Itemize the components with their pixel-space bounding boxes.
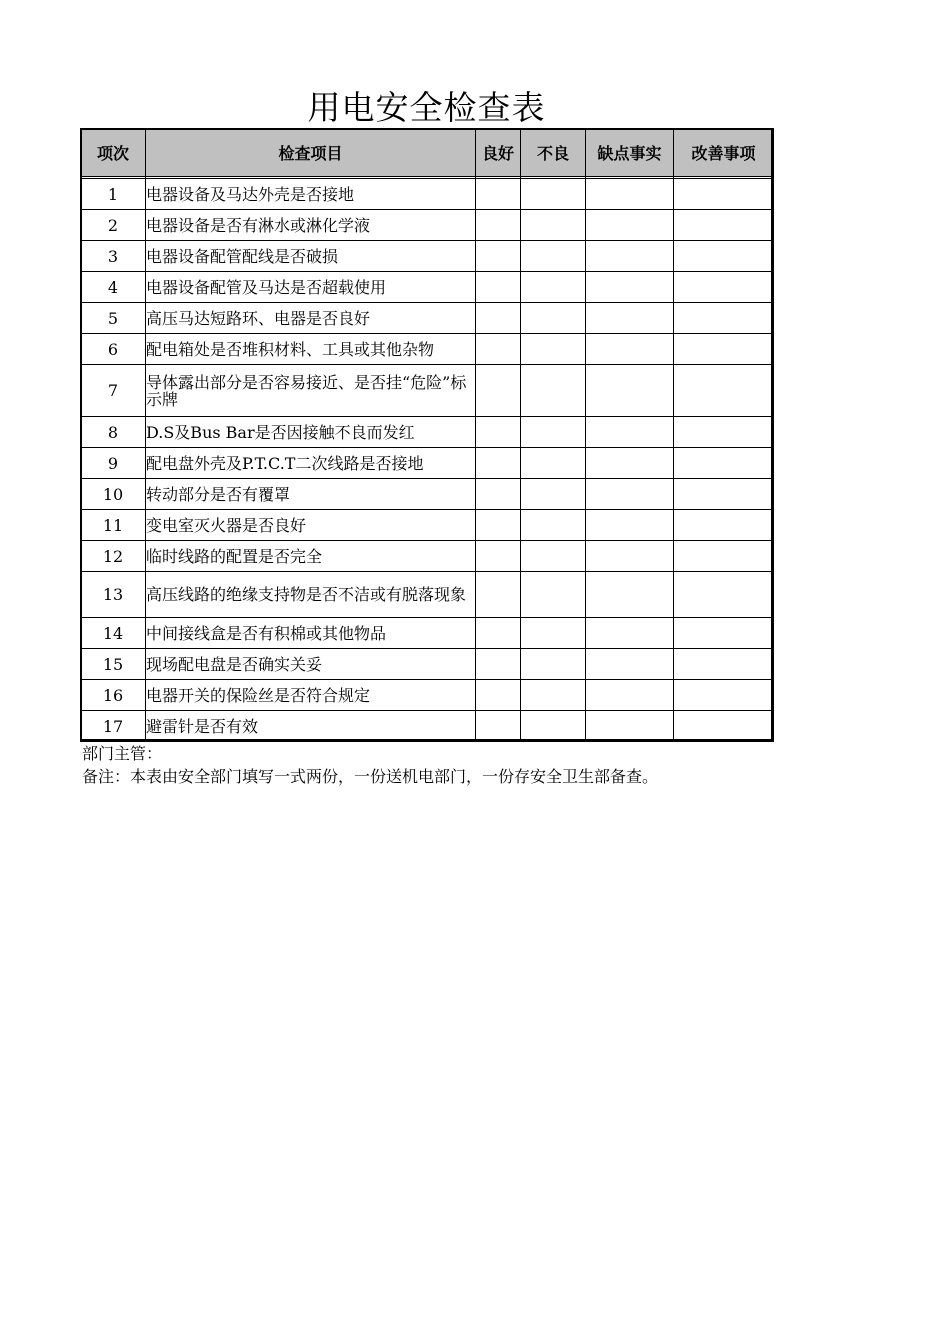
bad-cell[interactable] — [521, 365, 586, 417]
improve-cell[interactable] — [674, 649, 774, 680]
good-cell[interactable] — [476, 334, 521, 365]
table-row — [81, 618, 774, 649]
good-cell[interactable] — [476, 365, 521, 417]
bad-cell[interactable] — [521, 541, 586, 572]
check-item: 转动部分是否有覆罩 — [146, 479, 476, 510]
table-row — [81, 510, 774, 541]
bad-cell[interactable] — [521, 210, 586, 241]
good-cell[interactable] — [476, 649, 521, 680]
improve-cell[interactable] — [674, 680, 774, 711]
table-row — [81, 649, 774, 680]
check-item: 电器设备是否有淋水或淋化学液 — [146, 210, 476, 241]
check-item: 中间接线盒是否有积棉或其他物品 — [146, 618, 476, 649]
good-cell[interactable] — [476, 711, 521, 742]
good-cell[interactable] — [476, 179, 521, 210]
defect-cell[interactable] — [586, 272, 674, 303]
inspection-table — [80, 128, 774, 742]
defect-cell[interactable] — [586, 210, 674, 241]
good-cell[interactable] — [476, 479, 521, 510]
good-cell[interactable] — [476, 448, 521, 479]
table-row — [81, 303, 774, 334]
row-number: 2 — [81, 210, 146, 241]
row-number: 16 — [81, 680, 146, 711]
good-cell[interactable] — [476, 272, 521, 303]
bad-cell[interactable] — [521, 572, 586, 618]
header-bad: 不良 — [521, 129, 586, 177]
good-cell[interactable] — [476, 241, 521, 272]
row-number: 8 — [81, 417, 146, 448]
table-body — [81, 179, 774, 742]
row-number: 4 — [81, 272, 146, 303]
row-number: 17 — [81, 711, 146, 742]
good-cell[interactable] — [476, 303, 521, 334]
footer-note: 备注：本表由安全部门填写一式两份，一份送机电部门，一份存安全卫生部备查。 — [82, 767, 659, 786]
check-item: 高压线路的绝缘支持物是否不洁或有脱落现象 — [146, 572, 476, 618]
check-item: D.S及Bus Bar是否因接触不良而发红 — [146, 417, 476, 448]
bad-cell[interactable] — [521, 417, 586, 448]
row-number: 7 — [81, 365, 146, 417]
defect-cell[interactable] — [586, 618, 674, 649]
improve-cell[interactable] — [674, 417, 774, 448]
check-item: 导体露出部分是否容易接近、是否挂“危险”标示牌 — [146, 365, 476, 417]
table-row — [81, 210, 774, 241]
check-item: 电器设备配管配线是否破损 — [146, 241, 476, 272]
bad-cell[interactable] — [521, 448, 586, 479]
header-good: 良好 — [476, 129, 521, 177]
table-row — [81, 365, 774, 417]
defect-cell[interactable] — [586, 541, 674, 572]
table-row — [81, 711, 774, 742]
improve-cell[interactable] — [674, 303, 774, 334]
header-item: 检查项目 — [146, 129, 476, 177]
table-row — [81, 448, 774, 479]
check-item: 配电盘外壳及P.T.C.T二次线路是否接地 — [146, 448, 476, 479]
bad-cell[interactable] — [521, 711, 586, 742]
defect-cell[interactable] — [586, 649, 674, 680]
table-row — [81, 241, 774, 272]
row-number: 11 — [81, 510, 146, 541]
row-number: 13 — [81, 572, 146, 618]
row-number: 15 — [81, 649, 146, 680]
bad-cell[interactable] — [521, 618, 586, 649]
improve-cell[interactable] — [674, 572, 774, 618]
good-cell[interactable] — [476, 210, 521, 241]
bad-cell[interactable] — [521, 272, 586, 303]
bad-cell[interactable] — [521, 510, 586, 541]
improve-cell[interactable] — [674, 479, 774, 510]
improve-cell[interactable] — [674, 365, 774, 417]
check-item: 电器设备配管及马达是否超载使用 — [146, 272, 476, 303]
defect-cell[interactable] — [586, 711, 674, 742]
table-row — [81, 417, 774, 448]
defect-cell[interactable] — [586, 448, 674, 479]
header-improve: 改善事项 — [674, 129, 774, 177]
improve-cell[interactable] — [674, 210, 774, 241]
good-cell[interactable] — [476, 417, 521, 448]
check-item: 避雷针是否有效 — [146, 711, 476, 742]
bad-cell[interactable] — [521, 680, 586, 711]
bad-cell[interactable] — [521, 241, 586, 272]
bad-cell[interactable] — [521, 179, 586, 210]
table-row — [81, 680, 774, 711]
improve-cell[interactable] — [674, 510, 774, 541]
defect-cell[interactable] — [586, 334, 674, 365]
defect-cell[interactable] — [586, 680, 674, 711]
good-cell[interactable] — [476, 572, 521, 618]
bad-cell[interactable] — [521, 479, 586, 510]
row-number: 9 — [81, 448, 146, 479]
check-item: 变电室灭火器是否良好 — [146, 510, 476, 541]
table-row — [81, 179, 774, 210]
page-title: 用电安全检查表 — [307, 88, 546, 127]
defect-cell[interactable] — [586, 417, 674, 448]
bad-cell[interactable] — [521, 303, 586, 334]
improve-cell[interactable] — [674, 241, 774, 272]
table-row — [81, 334, 774, 365]
improve-cell[interactable] — [674, 334, 774, 365]
row-number: 6 — [81, 334, 146, 365]
table-row — [81, 272, 774, 303]
table-row — [81, 572, 774, 618]
improve-cell[interactable] — [674, 711, 774, 742]
improve-cell[interactable] — [674, 541, 774, 572]
table-row — [81, 541, 774, 572]
defect-cell[interactable] — [586, 303, 674, 334]
supervisor-label: 部门主管： — [82, 744, 163, 763]
check-item: 电器开关的保险丝是否符合规定 — [146, 680, 476, 711]
row-number: 12 — [81, 541, 146, 572]
header-no: 项次 — [81, 129, 146, 177]
defect-cell[interactable] — [586, 241, 674, 272]
row-number: 10 — [81, 479, 146, 510]
good-cell[interactable] — [476, 618, 521, 649]
defect-cell[interactable] — [586, 479, 674, 510]
check-item: 电器设备及马达外壳是否接地 — [146, 179, 476, 210]
table-row — [81, 479, 774, 510]
defect-cell[interactable] — [586, 572, 674, 618]
bad-cell[interactable] — [521, 649, 586, 680]
improve-cell[interactable] — [674, 618, 774, 649]
defect-cell[interactable] — [586, 510, 674, 541]
check-item: 临时线路的配置是否完全 — [146, 541, 476, 572]
improve-cell[interactable] — [674, 179, 774, 210]
defect-cell[interactable] — [586, 179, 674, 210]
check-item: 配电箱处是否堆积材料、工具或其他杂物 — [146, 334, 476, 365]
row-number: 1 — [81, 179, 146, 210]
improve-cell[interactable] — [674, 448, 774, 479]
good-cell[interactable] — [476, 541, 521, 572]
defect-cell[interactable] — [586, 365, 674, 417]
check-item: 现场配电盘是否确实关妥 — [146, 649, 476, 680]
header-defect: 缺点事实 — [586, 129, 674, 177]
row-number: 3 — [81, 241, 146, 272]
row-number: 5 — [81, 303, 146, 334]
check-item: 高压马达短路环、电器是否良好 — [146, 303, 476, 334]
bad-cell[interactable] — [521, 334, 586, 365]
improve-cell[interactable] — [674, 272, 774, 303]
header-row — [81, 129, 774, 177]
good-cell[interactable] — [476, 510, 521, 541]
good-cell[interactable] — [476, 680, 521, 711]
row-number: 14 — [81, 618, 146, 649]
